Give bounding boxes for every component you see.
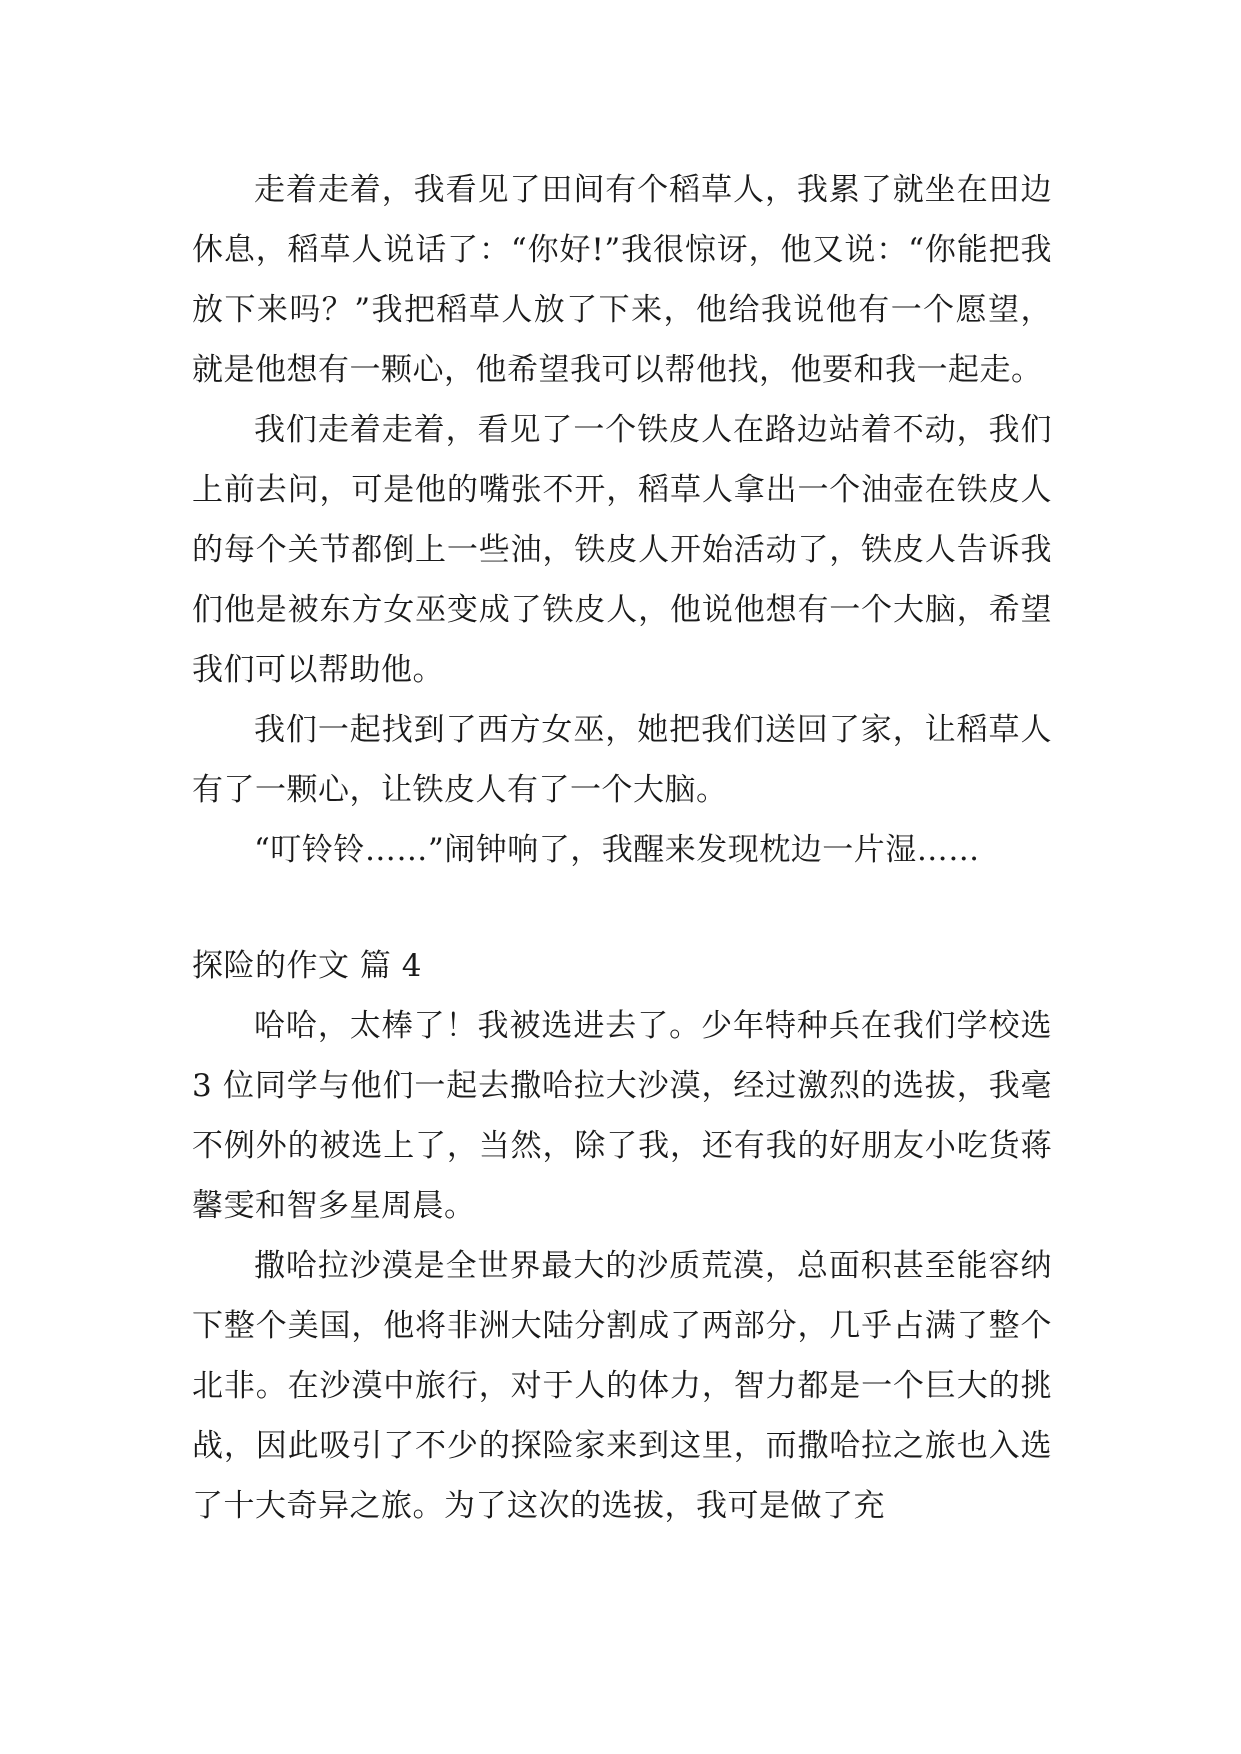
section-title: 探险的作文 篇 4 — [192, 948, 422, 984]
document-page — [192, 160, 1052, 1536]
paragraph-sahara: 撒哈拉沙漠是全世界最大的沙质荒漠，总面积甚至能容纳下整个美国，他将非洲大陆分割成了两部分，几乎占满了整个北非。在沙漠中旅行，对于人的体力，智力都是一个巨大的挑战，因此吸引了不少的探险家来到这里，而撒哈拉之旅也入选了十大奇异之旅。为了这次的选拔，我可是做了充 — [192, 1248, 1052, 1524]
paragraph-selection: 哈哈，太棒了！我被选进去了。少年特种兵在我们学校选 3 位同学与他们一起去撒哈拉大沙漠，经过激烈的选拔，我毫不例外的被选上了，当然，除了我，还有我的好朋友小吃货蒋馨雯和智多星周晨。 — [192, 1008, 1052, 1224]
paragraph-scarecrow: 走着走着，我看见了田间有个稻草人，我累了就坐在田边休息，稻草人说话了：“你好!”我很惊讶，他又说：“你能把我放下来吗？”我把稻草人放了下来，他给我说他有一个愿望，就是他想有一颗心，他希望我可以帮他找，他要和我一起走。 — [192, 172, 1052, 388]
paragraph-tin-man: 我们走着走着，看见了一个铁皮人在路边站着不动，我们上前去问，可是他的嘴张不开，稻草人拿出一个油壶在铁皮人的每个关节都倒上一些油，铁皮人开始活动了，铁皮人告诉我们他是被东方女巫变成了铁皮人，他说他想有一个大脑，希望我们可以帮助他。 — [192, 412, 1052, 688]
paragraph-alarm: “叮铃铃……”闹钟响了，我醒来发现枕边一片湿…… — [254, 832, 980, 868]
paragraph-witch: 我们一起找到了西方女巫，她把我们送回了家，让稻草人有了一颗心，让铁皮人有了一个大脑。 — [192, 712, 1052, 808]
